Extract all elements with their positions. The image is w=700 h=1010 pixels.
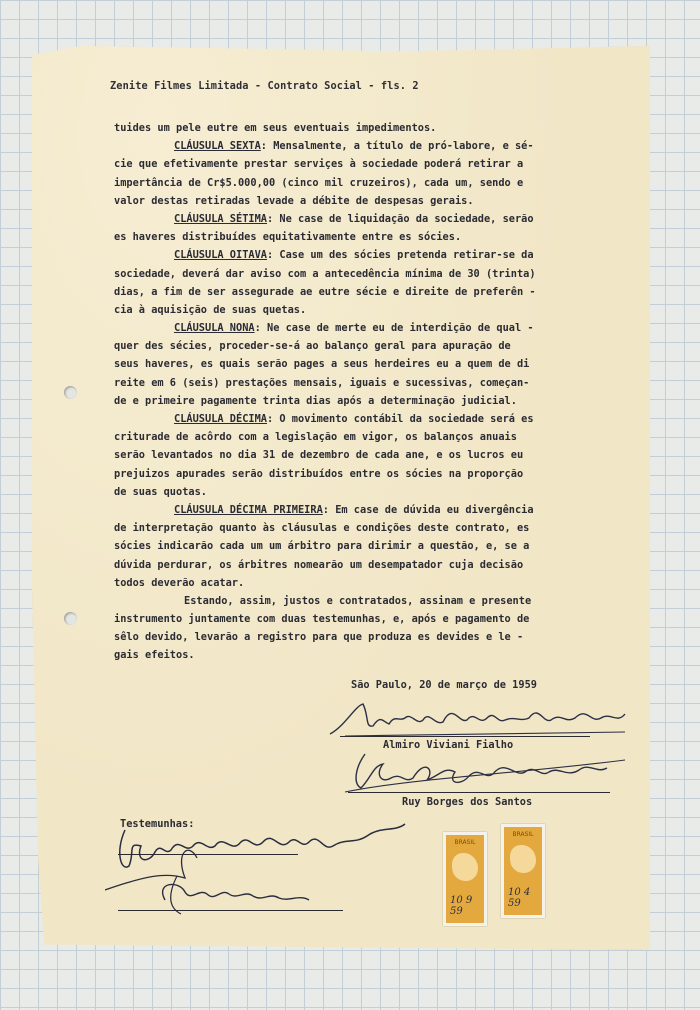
revenue-stamp	[501, 824, 545, 918]
text-line: seus haveres, es quais serão pages a seus herdeires eu a quem de di	[114, 358, 530, 371]
clause-text: : Ne case de merte eu de interdição de qual -	[254, 322, 534, 335]
text-line: todos deverão acatar.	[114, 576, 245, 589]
clause-heading: CLÁUSULA DÉCIMA PRIMEIRA	[174, 503, 323, 516]
clause-line	[174, 246, 614, 264]
text-line: reite em 6 (seis) prestações mensais, iguais e sucessivas, começan-	[114, 376, 530, 389]
clause-line	[174, 410, 614, 428]
clause-text: : Ne case de liquidação da sociedade, serão	[267, 212, 534, 225]
text-line: dias, a fim de ser assegurade ae eutre sécie e direite de preferên -	[114, 285, 536, 298]
signatory-name: Ruy Borges dos Santos	[402, 796, 533, 808]
page-header: Zenite Filmes Limitada - Contrato Social - fls. 2	[110, 80, 419, 92]
stamp-cancel-date: 10 9 59	[450, 895, 473, 917]
clause-line	[174, 501, 614, 519]
text-line: criturade de acôrdo com a legislação em vigor, os balanços anuais	[114, 431, 517, 444]
text-line: es haveres distribuídes equitativamente entre es sócies.	[114, 231, 462, 244]
witness-line	[118, 854, 298, 855]
text-line: impertância de Cr$5.000,00 (cinco mil cruzeiros), cada um, sendo e	[114, 176, 524, 189]
clause-text: : Case um des sócies pretenda retirar-se da	[267, 249, 534, 262]
stamp-artwork	[446, 835, 484, 923]
clause-text: : Mensalmente, a título de pró-labore, e sé-	[260, 140, 534, 153]
clause-line	[174, 210, 614, 228]
text-line: cia à aquisição de suas quetas.	[114, 303, 307, 316]
text-line: dúvida perdurar, os árbitres nomearão um desempatador cuja decisão	[114, 558, 524, 571]
signatory-name: Almiro Viviani Fialho	[383, 739, 514, 751]
text-line: serão levantados no dia 31 de dezembro de cada ane, e os lucros eu	[114, 449, 524, 462]
clause-text: : Em case de dúvida eu divergência	[322, 503, 534, 516]
revenue-stamp	[443, 832, 487, 926]
text-line: gais efeitos.	[114, 649, 195, 662]
text-line: de interpretação quanto às cláusulas e condições deste contrato, es	[114, 522, 530, 535]
clause-heading: CLÁUSULA SEXTA	[174, 140, 261, 153]
signature-line	[340, 736, 590, 737]
witnesses-label: Testemunhas:	[120, 818, 195, 830]
text-line: instrumento juntamente com duas testemunhas, e, após e pagamento de	[114, 613, 530, 626]
text-line: Estando, assim, justos e contratados, assinam e presente	[184, 594, 532, 607]
clause-heading: CLÁUSULA OITAVA	[174, 249, 267, 262]
signature-ruy	[335, 748, 635, 798]
stamp-artwork	[504, 827, 542, 915]
clause-heading: CLÁUSULA SÉTIMA	[174, 212, 267, 225]
text-line: de suas quotas.	[114, 485, 207, 498]
brazil-map-icon	[452, 853, 478, 881]
text-line: sócies indicarão cada um um árbitro para dirimir a questão, e, se a	[114, 540, 530, 553]
signature-line	[348, 792, 610, 793]
clause-heading: CLÁUSULA DÉCIMA	[174, 413, 267, 425]
stamp-label: BRASIL	[512, 831, 534, 838]
clause-line	[174, 137, 614, 155]
witness-line	[118, 910, 343, 911]
text-line: sêlo devido, levarão a registro para que produza es devides e le -	[114, 631, 524, 644]
text-line: prejuizos apurades serão distribuídos entre os sócies na proporção	[114, 467, 524, 480]
place-date: São Paulo, 20 de março de 1959	[351, 679, 537, 691]
punch-hole-upper	[64, 386, 77, 399]
text-line: valor destas retiradas levade a débite de despesas gerais.	[114, 194, 474, 207]
text-line: de e primeire pagamente trinta dias após a determinação judicial.	[114, 394, 517, 407]
clause-heading: CLÁUSULA NONA	[174, 322, 255, 335]
text-line: tuides um pele eutre em seus eventuais impedimentos.	[114, 122, 437, 134]
punch-hole-lower	[64, 612, 77, 625]
text-line: sociedade, deverá dar aviso com a antecedência mínima de 30 (trinta)	[114, 267, 536, 280]
stamp-cancel-date: 10 4 59	[508, 887, 531, 909]
stamp-label: BRASIL	[454, 839, 476, 846]
brazil-map-icon	[510, 845, 536, 873]
clause-line	[174, 319, 614, 337]
text-line: cie que efetivamente prestar serviçes à sociedade poderá retirar a	[114, 158, 524, 171]
contract-body	[114, 119, 614, 665]
text-line: quer des sécies, proceder-se-á ao balanço geral para apuração de	[114, 340, 511, 353]
clause-text: : O movimento contábil da sociedade será es	[267, 413, 534, 425]
